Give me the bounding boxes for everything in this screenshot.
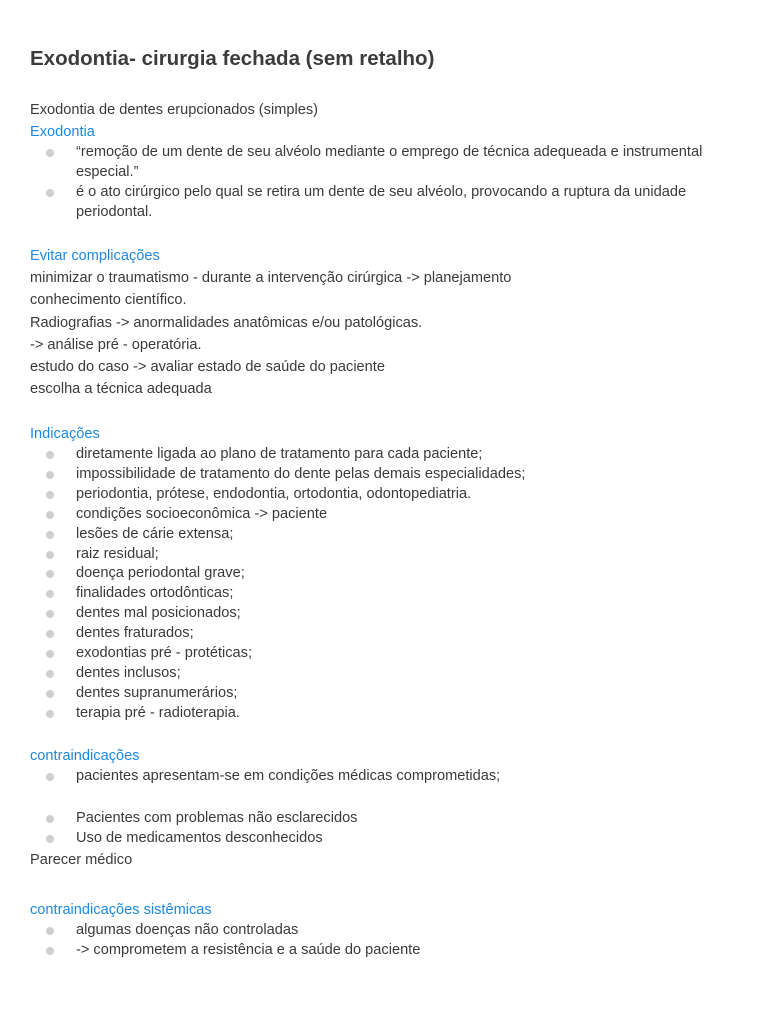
list-item: pacientes apresentam-se em condições médicas comprometidas;	[30, 767, 730, 787]
bullet-dot	[46, 610, 54, 618]
complicacoes-line: Radiografias -> anormalidades anatômicas e/ou patológicas.	[30, 314, 423, 331]
bullet-dot	[46, 570, 54, 578]
bullet-dot	[46, 630, 54, 638]
list-item: Uso de medicamentos desconhecidos	[30, 829, 730, 849]
list-item: impossibilidade de tratamento do dente pelas demais especialidades;	[30, 465, 730, 485]
complicacoes-line: -> análise pré - operatória.	[30, 336, 202, 353]
list-item: “remoção de um dente de seu alvéolo mediante o emprego de técnica adequeada e instrumental especial.”	[30, 143, 730, 183]
bullet-dot	[46, 491, 54, 499]
list-item: exodontias pré - protéticas;	[30, 644, 730, 664]
bullet-dot	[46, 690, 54, 698]
bullet-dot	[46, 670, 54, 678]
list-item: diretamente ligada ao plano de tratamento para cada paciente;	[30, 445, 730, 465]
list-item: Pacientes com problemas não esclarecidos	[30, 809, 730, 829]
list-item: finalidades ortodônticas;	[30, 584, 730, 604]
heading-evitar-complicacoes: Evitar complicações	[30, 248, 160, 264]
indicacoes-section	[30, 423, 730, 724]
bullet-dot	[46, 710, 54, 718]
bullet-dot	[46, 511, 54, 519]
heading-exodontia: Exodontia	[30, 124, 95, 141]
complicacoes-line: minimizar o traumatismo - durante a intervenção cirúrgica -> planejamento	[30, 270, 512, 286]
complicacoes-line: estudo do caso -> avaliar estado de saúde do paciente	[30, 359, 385, 376]
contraindicacoes-bullet-list-b	[30, 809, 730, 849]
complicacoes-line: conhecimento científico.	[30, 292, 187, 309]
contraindicacoes-note: Parecer médico	[30, 851, 133, 868]
list-item: dentes supranumerários;	[30, 684, 730, 704]
list-item: -> comprometem a resistência e a saúde do paciente	[30, 941, 730, 961]
list-item: dentes inclusos;	[30, 664, 730, 684]
bullet-dot	[46, 189, 54, 197]
list-item: lesões de cárie extensa;	[30, 525, 730, 545]
list-item: doença periodontal grave;	[30, 564, 730, 584]
list-item: condições socioeconômica -> paciente	[30, 505, 730, 525]
page-title: Exodontia- cirurgia fechada (sem retalho)	[30, 47, 435, 70]
list-item: terapia pré - radioterapia.	[30, 704, 730, 724]
list-item: dentes fraturados;	[30, 624, 730, 644]
bullet-dot	[46, 590, 54, 598]
bullet-dot	[46, 531, 54, 539]
bullet-dot	[46, 947, 54, 955]
contraindicacoes-section	[30, 745, 730, 871]
bullet-dot	[46, 451, 54, 459]
list-item: é o ato cirúrgico pelo qual se retira um dente de seu alvéolo, provocando a ruptura da unidade periodontal.	[30, 183, 730, 223]
bullet-dot	[46, 471, 54, 479]
list-item: periodontia, prótese, endodontia, ortodontia, odontopediatria.	[30, 485, 730, 505]
sistemicas-bullet-list	[30, 921, 730, 961]
bullet-dot	[46, 927, 54, 935]
bullet-dot	[46, 149, 54, 157]
sistemicas-section	[30, 899, 730, 961]
complicacoes-section	[30, 245, 730, 401]
list-item: algumas doenças não controladas	[30, 921, 730, 941]
list-item: dentes mal posicionados;	[30, 604, 730, 624]
complicacoes-line: escolha a técnica adequada	[30, 381, 212, 398]
list-item: raiz residual;	[30, 545, 730, 565]
bullet-dot	[46, 650, 54, 658]
intro-section	[30, 99, 730, 223]
blank-line	[30, 787, 730, 809]
contraindicacoes-bullet-list-a	[30, 767, 730, 787]
indicacoes-bullet-list	[30, 445, 730, 724]
bullet-dot	[46, 835, 54, 843]
bullet-dot	[46, 773, 54, 781]
bullet-dot	[46, 551, 54, 559]
intro-subtitle: Exodontia de dentes erupcionados (simples)	[30, 102, 318, 118]
heading-indicacoes: Indicações	[30, 426, 100, 442]
heading-contraindicacoes-sistemicas: contraindicações sistêmicas	[30, 902, 212, 918]
heading-contraindicacoes: contraindicações	[30, 748, 140, 764]
exodontia-bullet-list	[30, 143, 730, 223]
bullet-dot	[46, 815, 54, 823]
